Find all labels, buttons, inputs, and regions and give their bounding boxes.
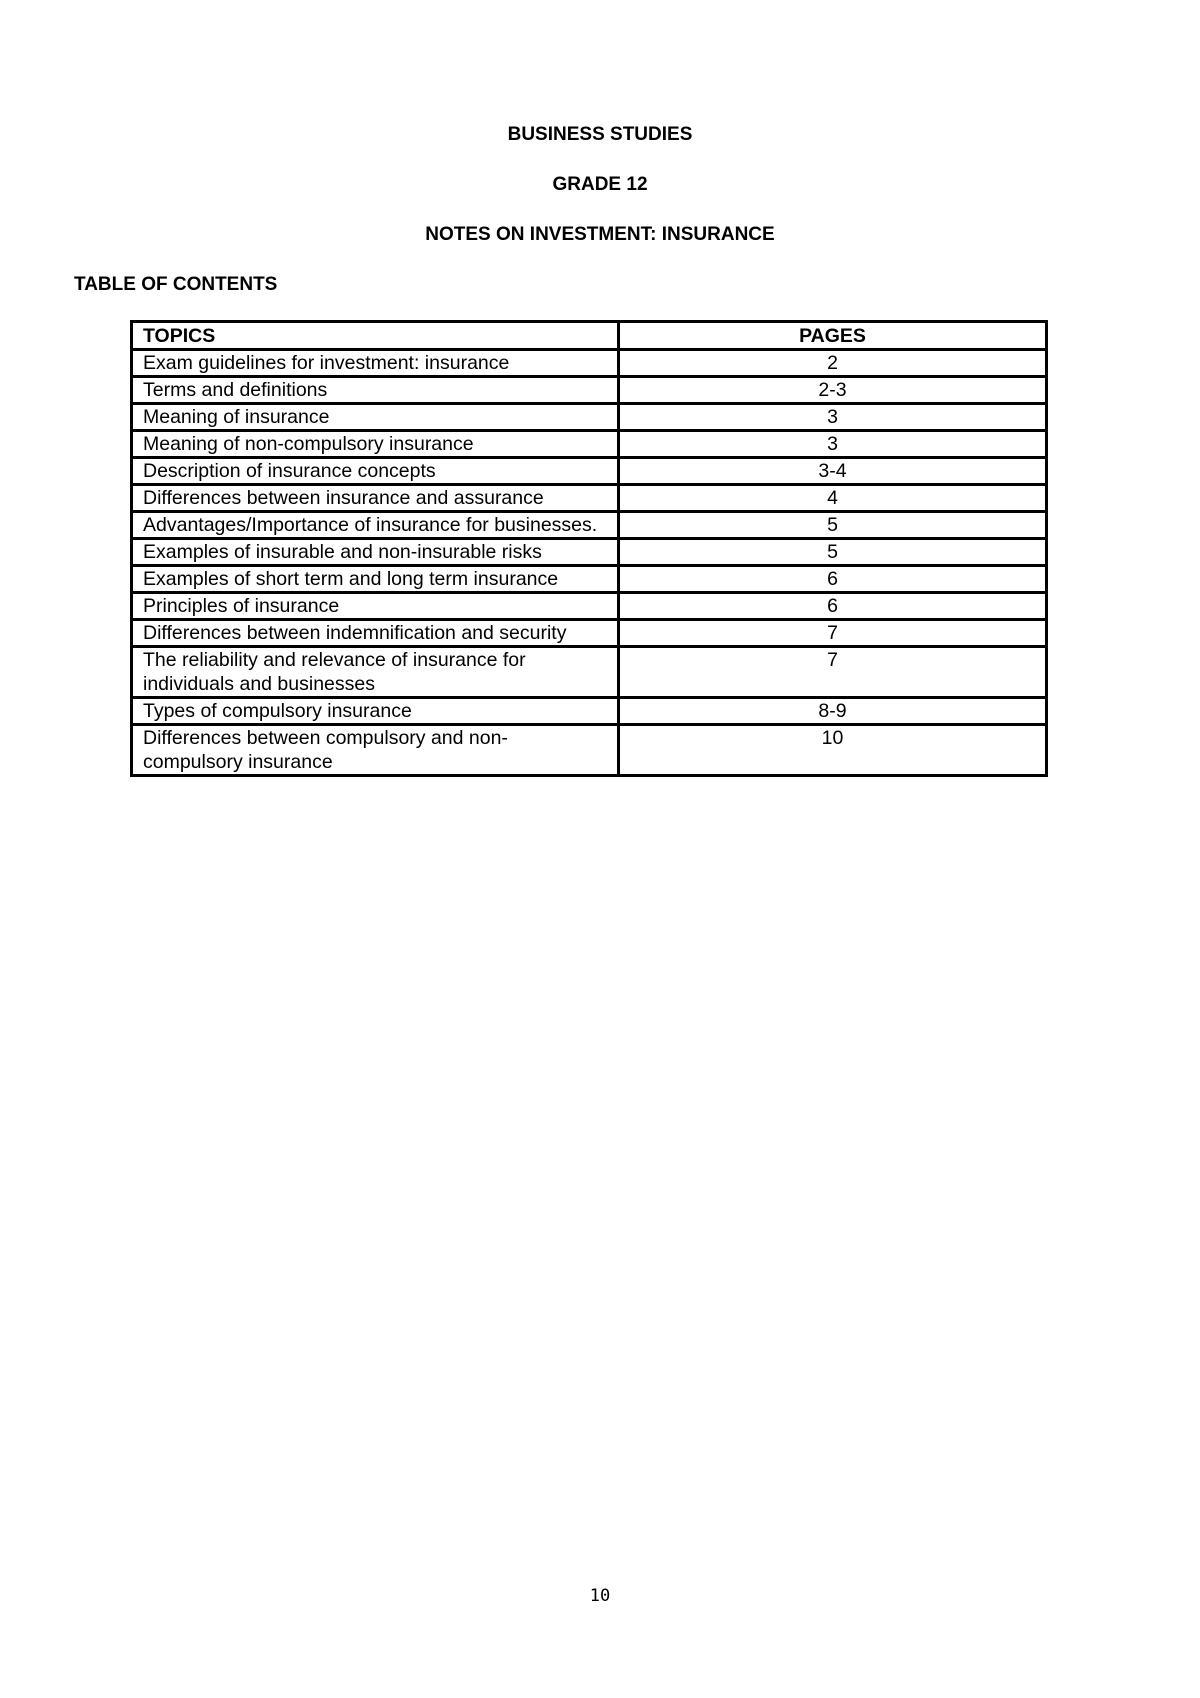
grade-heading: GRADE 12 [552,174,648,195]
pages-cell: 8-9 [619,698,1047,725]
table-header-row [132,322,1047,350]
topic-cell: Meaning of non-compulsory insurance [132,431,619,458]
topic-cell: Terms and definitions [132,377,619,404]
pages-cell: 6 [619,593,1047,620]
pages-cell: 5 [619,539,1047,566]
pages-cell: 7 [619,620,1047,647]
table-row [132,725,1047,776]
pages-cell: 10 [619,725,1047,776]
toc-table [130,320,1048,777]
topic-cell: Principles of insurance [132,593,619,620]
table-row [132,485,1047,512]
toc-heading: TABLE OF CONTENTS [74,274,278,295]
table-row [132,431,1047,458]
pages-cell: 2 [619,350,1047,377]
topic-cell: Types of compulsory insurance [132,698,619,725]
pages-cell: 2-3 [619,377,1047,404]
topic-cell: The reliability and relevance of insurance for individuals and businesses [132,647,619,698]
topic-cell: Differences between insurance and assurance [132,485,619,512]
pages-cell: 7 [619,647,1047,698]
document-title: BUSINESS STUDIES [507,124,693,145]
topic-cell: Examples of insurable and non-insurable risks [132,539,619,566]
table-row [132,458,1047,485]
pages-column-header: PAGES [619,322,1047,350]
topic-cell: Examples of short term and long term insurance [132,566,619,593]
topic-cell: Differences between compulsory and non-compulsory insurance [132,725,619,776]
table-row [132,350,1047,377]
table-row [132,620,1047,647]
table-row [132,539,1047,566]
topic-cell: Description of insurance concepts [132,458,619,485]
topic-cell: Differences between indemnification and security [132,620,619,647]
page-number: 10 [589,1586,611,1606]
notes-subtitle: NOTES ON INVESTMENT: INSURANCE [425,224,775,245]
table-row [132,377,1047,404]
pages-cell: 3 [619,404,1047,431]
table-row [132,647,1047,698]
topic-cell: Meaning of insurance [132,404,619,431]
topic-cell: Exam guidelines for investment: insurance [132,350,619,377]
topic-cell: Advantages/Importance of insurance for businesses. [132,512,619,539]
topics-column-header: TOPICS [132,322,619,350]
pages-cell: 6 [619,566,1047,593]
pages-cell: 3 [619,431,1047,458]
pages-cell: 5 [619,512,1047,539]
table-row [132,404,1047,431]
table-row [132,698,1047,725]
pages-cell: 4 [619,485,1047,512]
table-row [132,593,1047,620]
table-row [132,512,1047,539]
pages-cell: 3-4 [619,458,1047,485]
table-row [132,566,1047,593]
